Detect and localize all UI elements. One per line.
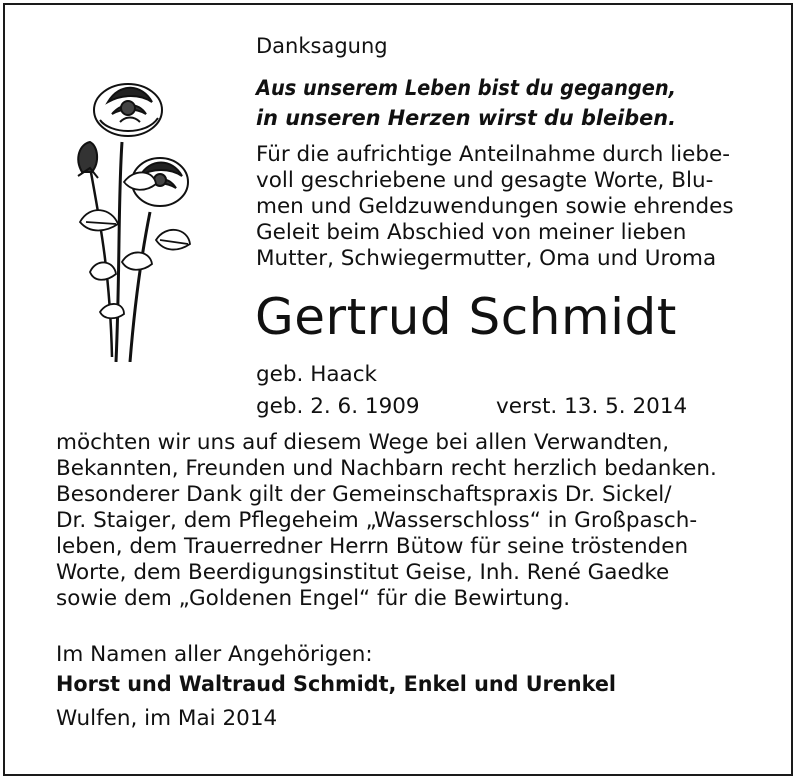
thanks-line-7: sowie dem „Goldenen Engel“ für die Bewirtung. <box>56 586 571 611</box>
motto-line-2: in unseren Herzen wirst du bleiben. <box>256 106 676 130</box>
thanks-line-5: leben, dem Trauerredner Herrn Bütow für seine tröstenden <box>56 534 689 559</box>
thanks-line-6: Worte, dem Beerdigungsinstitut Geise, Inh. René Gaedke <box>56 560 670 585</box>
deceased-name: Gertrud Schmidt <box>255 288 677 346</box>
birth-name: geb. Haack <box>256 362 377 387</box>
intro-line-3: men und Geldzuwendungen sowie ehrendes <box>256 194 734 219</box>
roses-illustration <box>60 72 200 362</box>
heading: Danksagung <box>256 34 388 58</box>
motto-line-1: Aus unserem Leben bist du gegangen, <box>256 76 676 100</box>
signers: Horst und Waltraud Schmidt, Enkel und Urenkel <box>56 672 616 697</box>
death-date: verst. 13. 5. 2014 <box>496 394 688 419</box>
thanks-line-2: Bekannten, Freunden und Nachbarn recht herzlich bedanken. <box>56 456 717 481</box>
birth-date: geb. 2. 6. 1909 <box>256 394 420 419</box>
place-date: Wulfen, im Mai 2014 <box>56 706 278 731</box>
life-dates <box>256 394 688 419</box>
thanks-line-4: Dr. Staiger, dem Pflegeheim „Wasserschloss“ in Großpasch- <box>56 508 698 533</box>
thanks-line-3: Besonderer Dank gilt der Gemeinschaftspraxis Dr. Sickel/ <box>56 482 672 507</box>
intro-line-1: Für die aufrichtige Anteilnahme durch liebe- <box>256 142 731 167</box>
signature-intro: Im Namen aller Angehörigen: <box>56 642 373 667</box>
intro-line-5: Mutter, Schwiegermutter, Oma und Uroma <box>256 246 717 271</box>
thanks-line-1: möchten wir uns auf diesem Wege bei allen Verwandten, <box>56 430 670 455</box>
intro-line-2: voll geschriebene und gesagte Worte, Blu- <box>256 168 714 193</box>
intro-line-4: Geleit beim Abschied von meiner lieben <box>256 220 687 245</box>
